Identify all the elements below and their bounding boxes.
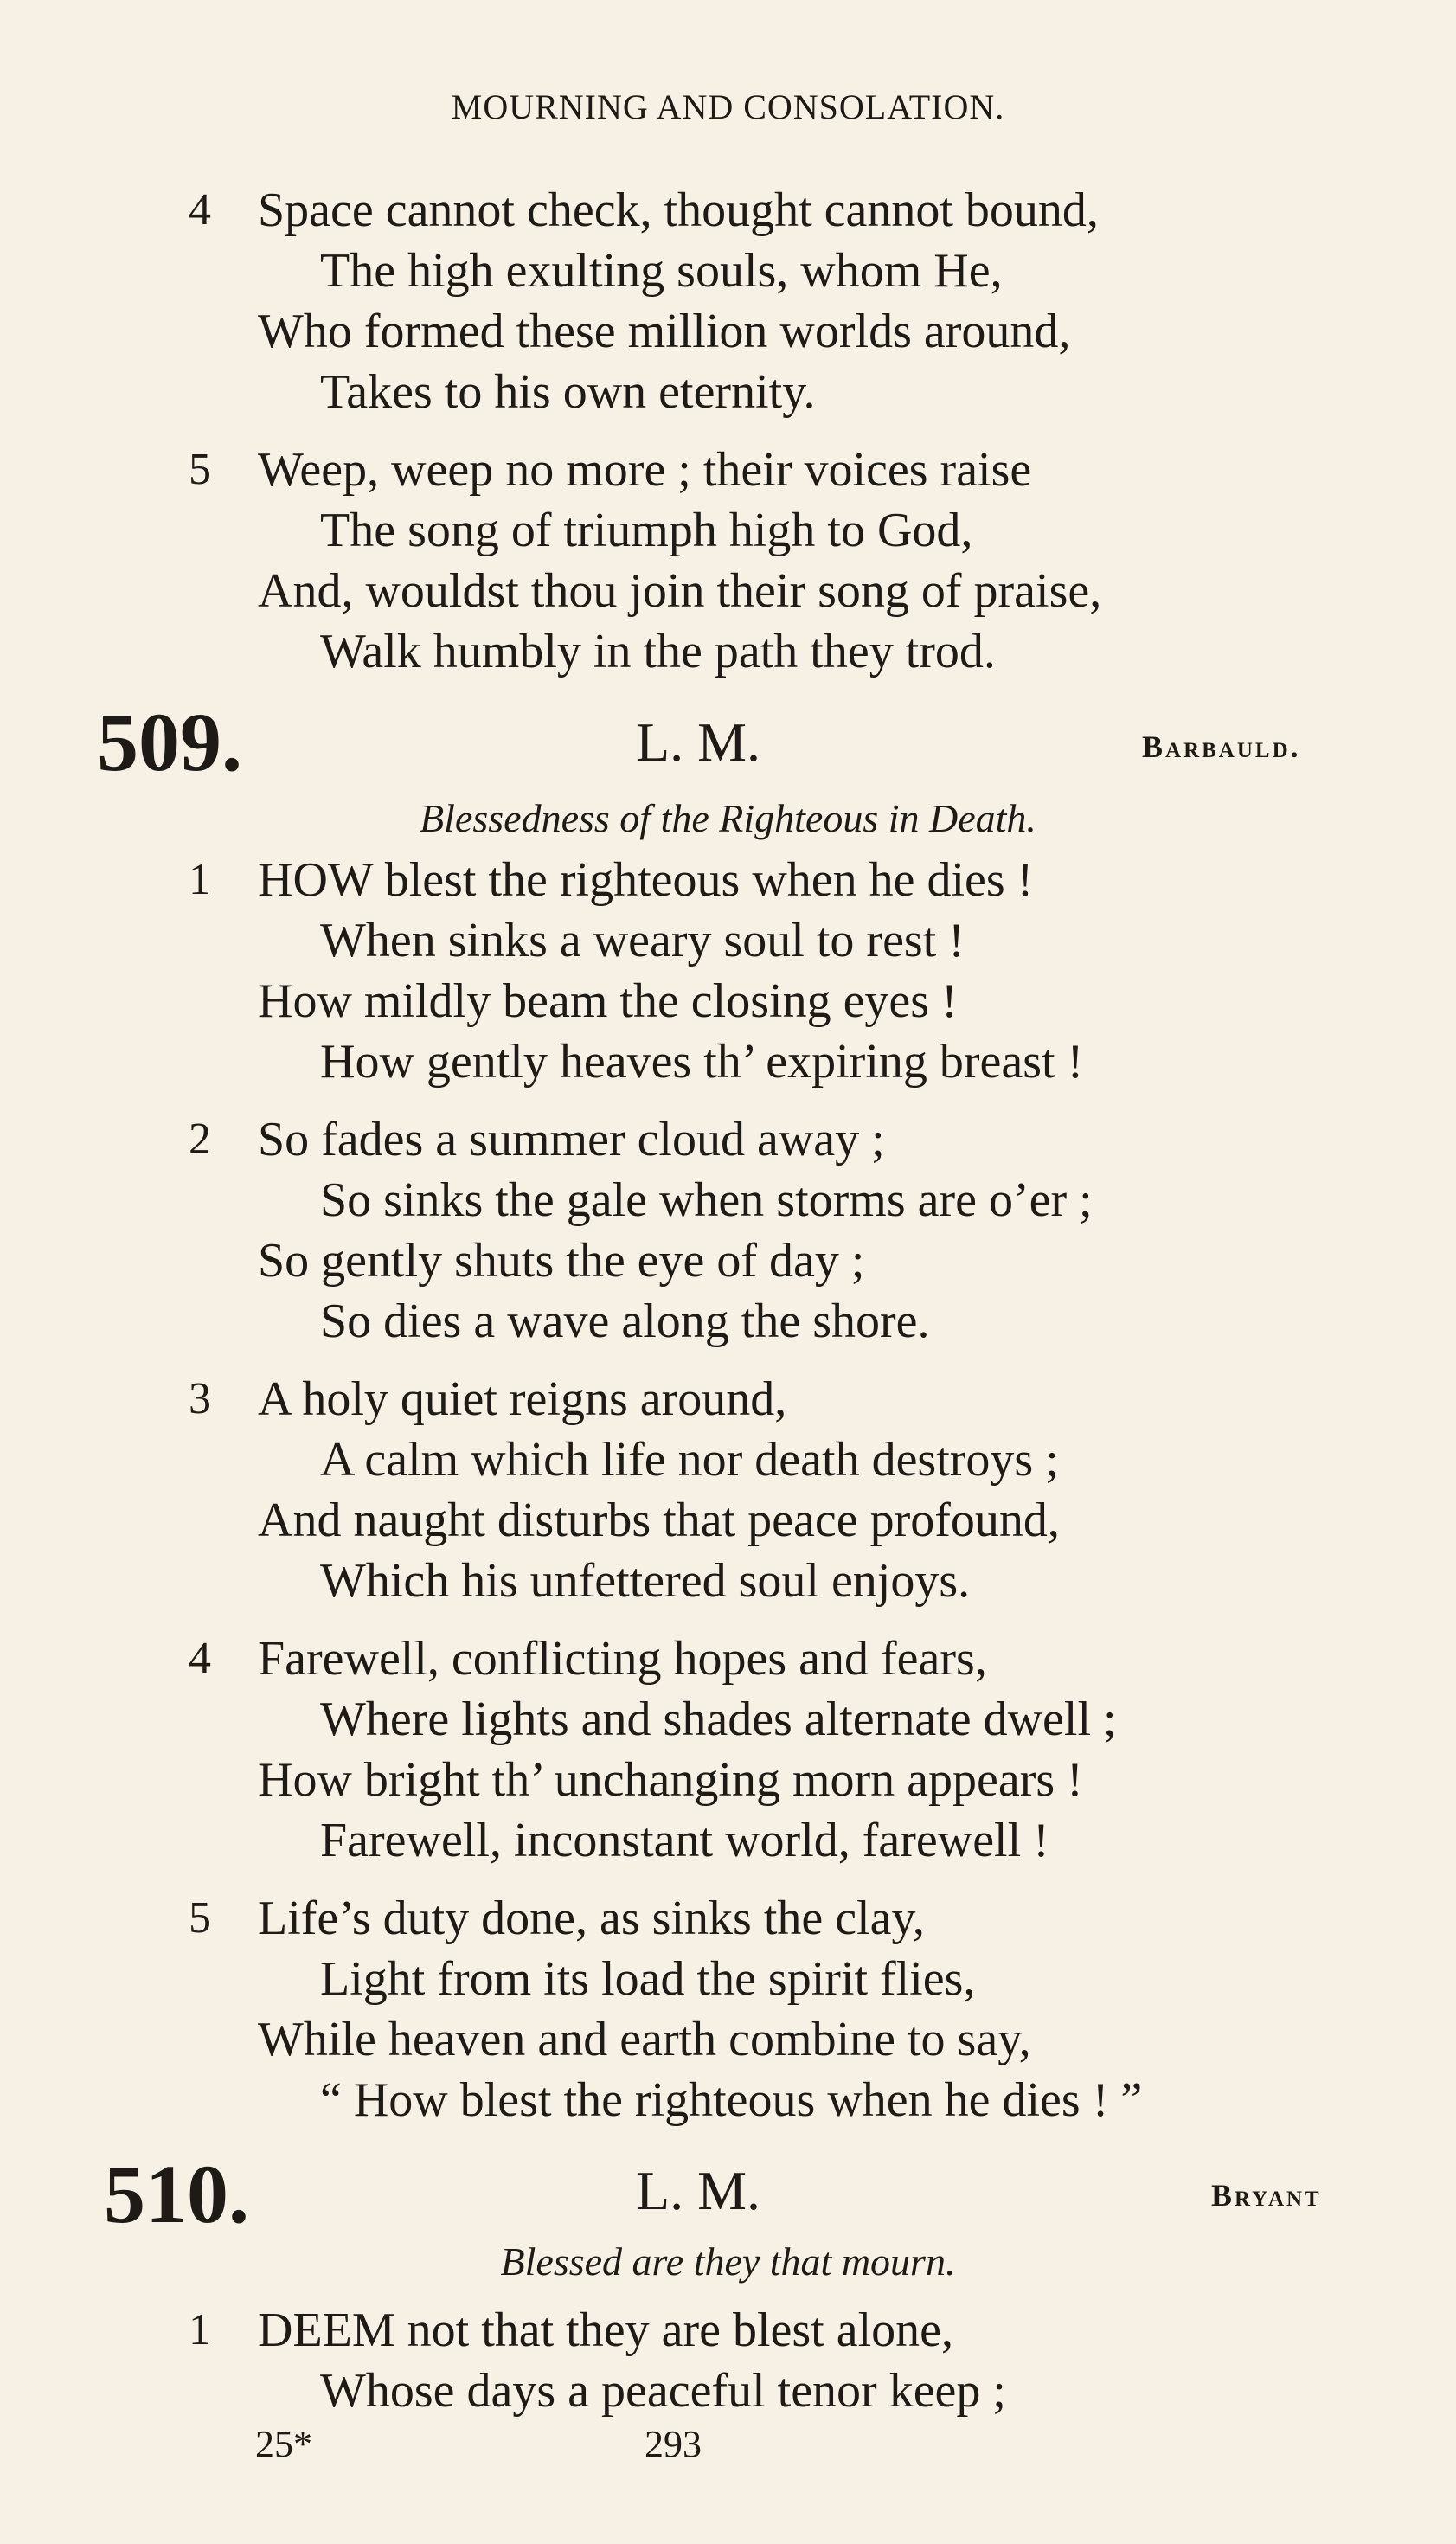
stanza-number: 4 — [189, 185, 211, 234]
hymn-meter: L. M. — [636, 2160, 760, 2221]
hymn-subtitle: Blessed are they that mourn. — [500, 2239, 956, 2284]
verse-line: A calm which life nor death destroys ; — [320, 1433, 1059, 1487]
verse-line: A holy quiet reigns around, — [258, 1372, 787, 1426]
signature-mark: 25* — [255, 2423, 312, 2465]
verse-line: Where lights and shades alternate dwell ; — [320, 1693, 1117, 1746]
verse-line: When sinks a weary soul to rest ! — [320, 914, 965, 967]
verse-line: How gently heaves th’ expiring breast ! — [320, 1035, 1084, 1089]
stanza-number: 5 — [189, 445, 211, 494]
verse-line: And naught disturbs that peace profound, — [258, 1494, 1060, 1547]
verse-line: The song of triumph high to God, — [320, 504, 973, 557]
hymn-number: 509. — [97, 696, 242, 788]
verse-line: Whose days a peaceful tenor keep ; — [320, 2364, 1006, 2418]
verse-line: DEEM not that they are blest alone, — [258, 2303, 953, 2357]
verse-line: “ How blest the righteous when he dies ! ” — [320, 2073, 1143, 2127]
stanza-number: 5 — [189, 1893, 211, 1943]
running-head: MOURNING AND CONSOLATION. — [451, 87, 1005, 126]
stanza-number: 3 — [189, 1374, 211, 1423]
verse-line: Farewell, inconstant world, farewell ! — [320, 1814, 1049, 1867]
verse-line: Space cannot check, thought cannot bound, — [258, 183, 1099, 237]
stanza-number: 1 — [189, 855, 211, 904]
verse-line: So gently shuts the eye of day ; — [258, 1234, 865, 1288]
hymn-author: Barbauld. — [1142, 729, 1301, 764]
verse-line: Farewell, conflicting hopes and fears, — [258, 1632, 987, 1686]
hymn-subtitle: Blessedness of the Righteous in Death. — [420, 796, 1036, 840]
verse-line: So fades a summer cloud away ; — [258, 1113, 885, 1166]
verse-line: While heaven and earth combine to say, — [258, 2013, 1031, 2066]
verse-line: The high exulting souls, whom He, — [320, 244, 1003, 298]
verse-line: Which his unfettered soul enjoys. — [320, 1554, 971, 1608]
hymn-author: Bryant — [1211, 2178, 1322, 2213]
verse-line: How mildly beam the closing eyes ! — [258, 974, 958, 1028]
verse-line: Life’s duty done, as sinks the clay, — [258, 1892, 925, 1945]
verse-line: So sinks the gale when storms are o’er ; — [320, 1173, 1093, 1227]
hymn-meter: L. M. — [636, 711, 760, 773]
stanza-number: 4 — [189, 1634, 211, 1683]
verse-line: Who formed these million worlds around, — [258, 305, 1071, 358]
verse-line: So dies a wave along the shore. — [320, 1294, 930, 1348]
verse-line: HOW blest the righteous when he dies ! — [258, 853, 1034, 907]
verse-line: How bright th’ unchanging morn appears ! — [258, 1753, 1083, 1807]
hymn-number: 510. — [104, 2148, 249, 2240]
verse-line: Walk humbly in the path they trod. — [320, 625, 996, 678]
stanza-number: 2 — [189, 1115, 211, 1164]
verse-line: And, wouldst thou join their song of praise, — [258, 564, 1102, 618]
verse-line: Weep, weep no more ; their voices raise — [258, 443, 1032, 497]
verse-line: Light from its load the spirit flies, — [320, 1952, 976, 2006]
verse-line: Takes to his own eternity. — [320, 365, 816, 419]
stanza-number: 1 — [189, 2305, 211, 2354]
page-number: 293 — [645, 2423, 702, 2465]
